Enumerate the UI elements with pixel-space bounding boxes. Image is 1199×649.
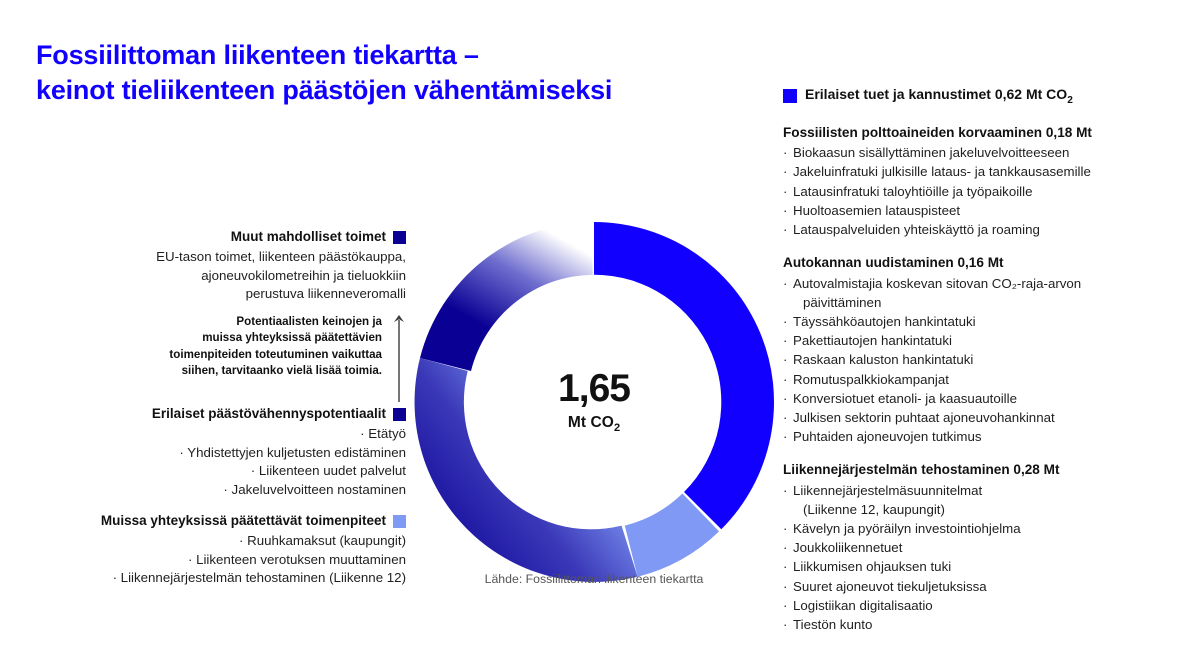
list-item bbox=[783, 538, 1181, 557]
list-item-text: Konversiotuet etanoli- ja kaasuautoille bbox=[793, 390, 1017, 406]
legend-label-text: Erilaiset tuet ja kannustimet 0,62 Mt CO bbox=[805, 86, 1068, 102]
bullet-icon: · bbox=[783, 202, 788, 218]
list-item-text: Jakeluinfratuki julkisille lataus- ja tankkausasemille bbox=[793, 164, 1091, 180]
list-item bbox=[783, 350, 1181, 369]
donut-unit-text: Mt CO bbox=[567, 414, 614, 432]
legend-block-body bbox=[8, 532, 406, 588]
list-item bbox=[783, 370, 1181, 389]
bullet-icon: · bbox=[783, 540, 788, 556]
annotation-line: toimenpiteiden toteutuminen vaikuttaa bbox=[169, 347, 382, 361]
list-item bbox=[783, 274, 1181, 312]
list-item-text: Pakettiautojen hankintatuki bbox=[793, 333, 952, 349]
list-item bbox=[783, 312, 1181, 331]
left-legend-column-2 bbox=[18, 405, 406, 500]
page-title-line-2: keinot tieliikenteen päästöjen vähentämiseksi bbox=[36, 75, 613, 106]
list-item bbox=[783, 408, 1181, 427]
list-item bbox=[783, 596, 1181, 615]
legend-item-label bbox=[805, 86, 1073, 106]
list-item: perustuva liikenneveromalli bbox=[245, 286, 406, 302]
bullet-icon: · bbox=[783, 145, 788, 161]
list-item bbox=[783, 331, 1181, 350]
list-item: · Etätyö bbox=[360, 426, 406, 442]
list-item bbox=[783, 519, 1181, 538]
list-item bbox=[783, 557, 1181, 576]
legend-block-muut-mahdolliset-toimet bbox=[18, 228, 406, 304]
donut-segment-tuet-ja-kannustimet bbox=[594, 222, 774, 529]
detail-group-liikennejarjestelman-tehostaminen bbox=[783, 461, 1181, 634]
list-item bbox=[783, 577, 1181, 596]
list-item-text: Latausinfratuki taloyhtiöille ja työpaikoille bbox=[793, 183, 1033, 199]
bullet-icon: · bbox=[783, 333, 788, 349]
legend-block-label: Erilaiset päästövähennyspotentiaalit bbox=[151, 406, 386, 421]
list-item: · Liikenteen uudet palvelut bbox=[250, 463, 406, 479]
list-item bbox=[783, 182, 1181, 201]
list-item-continuation: (Liikenne 12, kaupungit) bbox=[803, 501, 945, 517]
list-item bbox=[783, 162, 1181, 181]
list-item: ajoneuvokilometreihin ja tieluokkiin bbox=[201, 267, 406, 283]
donut-segment-paastovahennyspotentiaalit bbox=[415, 358, 638, 582]
bullet-icon: · bbox=[783, 275, 788, 291]
donut-total-value: 1,65 bbox=[558, 367, 630, 411]
annotation-note bbox=[18, 314, 406, 402]
bullet-icon: · bbox=[783, 221, 788, 237]
detail-group-heading: Autokannan uudistaminen 0,16 Mt bbox=[783, 255, 1004, 271]
donut-segment-muut-mahdolliset-toimet bbox=[420, 222, 593, 371]
color-swatch-bright-blue bbox=[783, 89, 797, 103]
legend-block-heading bbox=[18, 228, 406, 246]
detail-group-autokannan-uudistaminen bbox=[783, 254, 1181, 446]
list-item bbox=[783, 143, 1181, 162]
list-item-text: Latauspalveluiden yhteiskäyttö ja roaming bbox=[793, 221, 1040, 237]
donut-chart-svg bbox=[404, 212, 784, 592]
list-item-text: Liikkumisen ohjauksen tuki bbox=[793, 559, 952, 575]
legend-block-body bbox=[18, 425, 406, 499]
list-item-text: Romutuspalkkiokampanjat bbox=[793, 371, 949, 387]
page-title-line-1: Fossiilittoman liikenteen tiekartta – bbox=[36, 40, 479, 70]
bullet-icon: · bbox=[783, 521, 788, 537]
list-item: EU-tason toimet, liikenteen päästökauppa, bbox=[156, 249, 406, 265]
bullet-icon: · bbox=[783, 597, 788, 613]
list-item-text: Julkisen sektorin puhtaat ajoneuvohankinnat bbox=[793, 409, 1055, 425]
bullet-icon: · bbox=[783, 390, 788, 406]
list-item-text: Joukkoliikennetuet bbox=[793, 540, 903, 556]
bullet-icon: · bbox=[783, 559, 788, 575]
bullet-icon: · bbox=[783, 371, 788, 387]
legend-label-subscript: 2 bbox=[1067, 94, 1073, 106]
list-item: · Liikenteen verotuksen muuttaminen bbox=[187, 551, 406, 567]
legend-block-heading bbox=[18, 405, 406, 423]
bullet-icon: · bbox=[783, 352, 788, 368]
chart-source-note: Lähde: Fossiilittoman liikenteen tiekartta bbox=[484, 572, 704, 586]
list-item-text: Puhtaiden ajoneuvojen tutkimus bbox=[793, 429, 982, 445]
legend-item-tuet-ja-kannustimet bbox=[783, 86, 1181, 106]
list-item-continuation: päivittäminen bbox=[803, 294, 882, 310]
bullet-icon: · bbox=[783, 429, 788, 445]
annotation-note-text bbox=[169, 314, 382, 402]
left-legend-column bbox=[18, 228, 406, 304]
list-item bbox=[783, 615, 1181, 634]
legend-block-muissa-yhteyksissa bbox=[8, 512, 406, 588]
legend-block-paastovahennyspotentiaalit bbox=[18, 405, 406, 500]
page-title bbox=[36, 38, 756, 108]
list-item-text: Huoltoasemien latauspisteet bbox=[793, 202, 961, 218]
bullet-icon: · bbox=[783, 578, 788, 594]
list-item-text: Täyssähköautojen hankintatuki bbox=[793, 313, 976, 329]
list-item-text: Autovalmistajia koskevan sitovan CO₂-raja-arvon bbox=[793, 275, 1082, 291]
list-item bbox=[783, 220, 1181, 239]
list-item-text: Biokaasun sisällyttäminen jakeluvelvoitteeseen bbox=[793, 145, 1070, 161]
annotation-line: siihen, tarvitaanko vielä lisää toimia. bbox=[181, 364, 382, 378]
list-item: · Liikennejärjestelmän tehostaminen (Liikenne 12) bbox=[112, 570, 406, 586]
list-item bbox=[783, 201, 1181, 220]
detail-group-heading: Fossiilisten polttoaineiden korvaaminen 0,18 Mt bbox=[783, 124, 1092, 140]
legend-block-body bbox=[18, 248, 406, 304]
list-item-text: Tiestön kunto bbox=[793, 617, 873, 633]
list-item: · Jakeluvelvoitteen nostaminen bbox=[223, 482, 406, 498]
donut-chart bbox=[404, 212, 784, 592]
bullet-icon: · bbox=[783, 313, 788, 329]
list-item bbox=[783, 427, 1181, 446]
annotation-line: Potentiaalisten keinojen ja bbox=[236, 315, 382, 328]
bullet-icon: · bbox=[783, 164, 788, 180]
list-item-text: Raskaan kaluston hankintatuki bbox=[793, 352, 974, 368]
legend-block-label: Muissa yhteyksissä päätettävät toimenpiteet bbox=[100, 513, 386, 528]
list-item-text: Kävelyn ja pyöräilyn investointiohjelma bbox=[793, 521, 1021, 537]
donut-unit-subscript: 2 bbox=[613, 422, 621, 435]
bullet-icon: · bbox=[783, 409, 788, 425]
list-item-text: Liikennejärjestelmäsuunnitelmat bbox=[793, 482, 983, 498]
list-item-text: Suuret ajoneuvot tiekuljetuksissa bbox=[793, 578, 987, 594]
list-item bbox=[783, 481, 1181, 519]
list-item: · Ruuhkamaksut (kaupungit) bbox=[238, 533, 406, 549]
annotation-line: muissa yhteyksissä päätettävien bbox=[202, 331, 382, 345]
list-item: · Yhdistettyjen kuljetusten edistäminen bbox=[179, 444, 406, 460]
detail-group-polttoaineiden-korvaaminen bbox=[783, 124, 1181, 239]
legend-block-label: Muut mahdolliset toimet bbox=[230, 229, 386, 244]
right-detail-column bbox=[783, 86, 1181, 649]
bullet-icon: · bbox=[783, 617, 788, 633]
detail-group-heading: Liikennejärjestelmän tehostaminen 0,28 Mt bbox=[783, 462, 1060, 478]
legend-block-heading bbox=[8, 512, 406, 530]
list-item-text: Logistiikan digitalisaatio bbox=[793, 597, 933, 613]
left-legend-column-3 bbox=[8, 512, 406, 588]
bullet-icon: · bbox=[783, 183, 788, 199]
bullet-icon: · bbox=[783, 482, 788, 498]
list-item bbox=[783, 389, 1181, 408]
